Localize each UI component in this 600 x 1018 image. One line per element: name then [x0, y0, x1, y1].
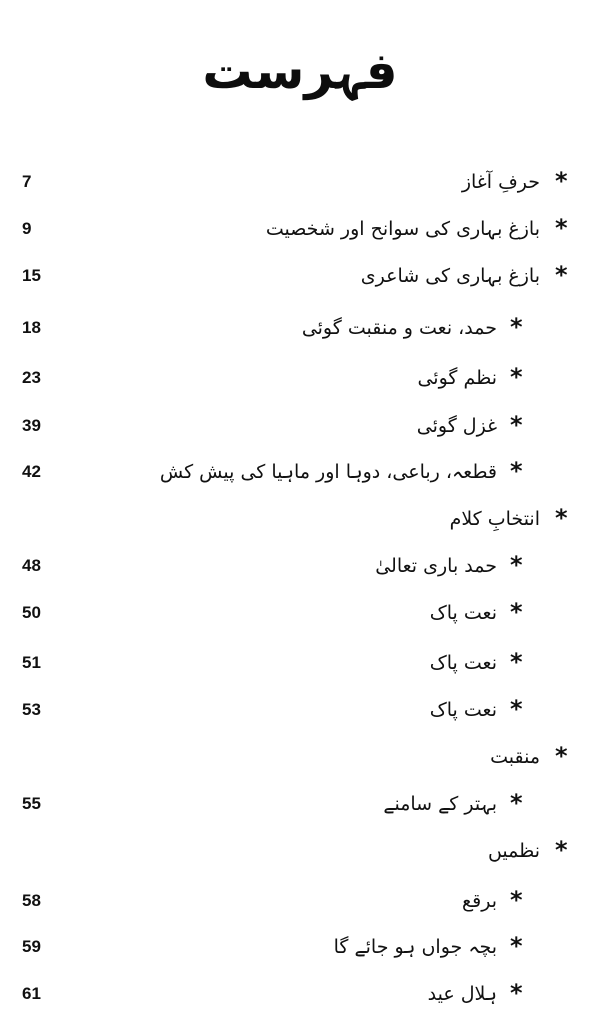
bullet-icon: * — [510, 598, 523, 626]
toc-entry: برقع — [462, 890, 497, 912]
page-number: 23 — [22, 368, 41, 387]
bullet-icon: * — [510, 363, 523, 391]
bullet-icon: * — [555, 836, 568, 864]
page-number: 55 — [22, 794, 41, 813]
bullet-icon: * — [555, 214, 568, 242]
page-number: 53 — [22, 700, 41, 719]
bullet-icon: * — [510, 979, 523, 1007]
toc-row — [0, 597, 600, 637]
bullet-icon: * — [510, 886, 523, 914]
toc-entry: حمد، نعت و منقبت گوئی — [301, 317, 497, 339]
bullet-icon: * — [555, 261, 568, 289]
toc-row — [0, 835, 600, 875]
toc-entry: ہلال عید — [427, 983, 497, 1005]
toc-row — [0, 362, 600, 402]
bullet-icon: * — [510, 551, 523, 579]
page-number: 48 — [22, 556, 41, 575]
toc-entry: بہتر کے سامنے — [383, 793, 497, 815]
toc-row — [0, 788, 600, 828]
toc-entry: بچہ جواں ہو جائے گا — [333, 936, 497, 958]
toc-entry: نعت پاک — [429, 699, 497, 721]
toc-row — [0, 166, 600, 206]
page-number: 18 — [22, 318, 41, 337]
toc-row — [0, 260, 600, 300]
toc-entry: بازغ بہاری کی سوانح اور شخصیت — [265, 218, 540, 240]
toc-row — [0, 694, 600, 734]
toc-entry: حرفِ آغاز — [461, 171, 540, 193]
toc-row — [0, 885, 600, 925]
toc-row — [0, 550, 600, 590]
bullet-icon: * — [510, 932, 523, 960]
bullet-icon: * — [555, 742, 568, 770]
page-number: 7 — [22, 172, 32, 191]
toc-row — [0, 410, 600, 450]
toc-entry: بازغ بہاری کی شاعری — [360, 265, 540, 287]
toc-row — [0, 503, 600, 543]
page-title: فہرست — [202, 42, 398, 100]
page-number: 42 — [22, 462, 41, 481]
bullet-icon: * — [510, 695, 523, 723]
toc-row — [0, 213, 600, 253]
bullet-icon: * — [510, 648, 523, 676]
page-number: 61 — [22, 984, 41, 1003]
toc-entry: نظم گوئی — [417, 367, 497, 389]
page-number: 59 — [22, 937, 41, 956]
toc-entry: قطعہ، رباعی، دوہا اور ماہیا کی پیش کش — [159, 461, 497, 483]
toc-entry: نعت پاک — [429, 652, 497, 674]
toc-entry: حمد باری تعالیٰ — [375, 555, 497, 577]
bullet-icon: * — [555, 504, 568, 532]
toc-row — [0, 456, 600, 496]
page-number: 51 — [22, 653, 41, 672]
toc-row — [0, 978, 600, 1018]
page-number: 39 — [22, 416, 41, 435]
page-number: 58 — [22, 891, 41, 910]
bullet-icon: * — [510, 457, 523, 485]
toc-row — [0, 647, 600, 687]
bullet-icon: * — [510, 313, 523, 341]
bullet-icon: * — [555, 167, 568, 195]
toc-entry: منقبت — [490, 746, 540, 768]
bullet-icon: * — [510, 411, 523, 439]
toc-row — [0, 741, 600, 781]
toc-entry: نعت پاک — [429, 602, 497, 624]
toc-entry: انتخابِ کلام — [449, 508, 540, 530]
page-number: 15 — [22, 266, 41, 285]
page-number: 9 — [22, 219, 32, 238]
bullet-icon: * — [510, 789, 523, 817]
toc-entry: غزل گوئی — [416, 415, 497, 437]
toc-row — [0, 931, 600, 971]
toc-entry: نظمیں — [487, 840, 540, 862]
page-number: 50 — [22, 603, 41, 622]
toc-row — [0, 312, 600, 352]
